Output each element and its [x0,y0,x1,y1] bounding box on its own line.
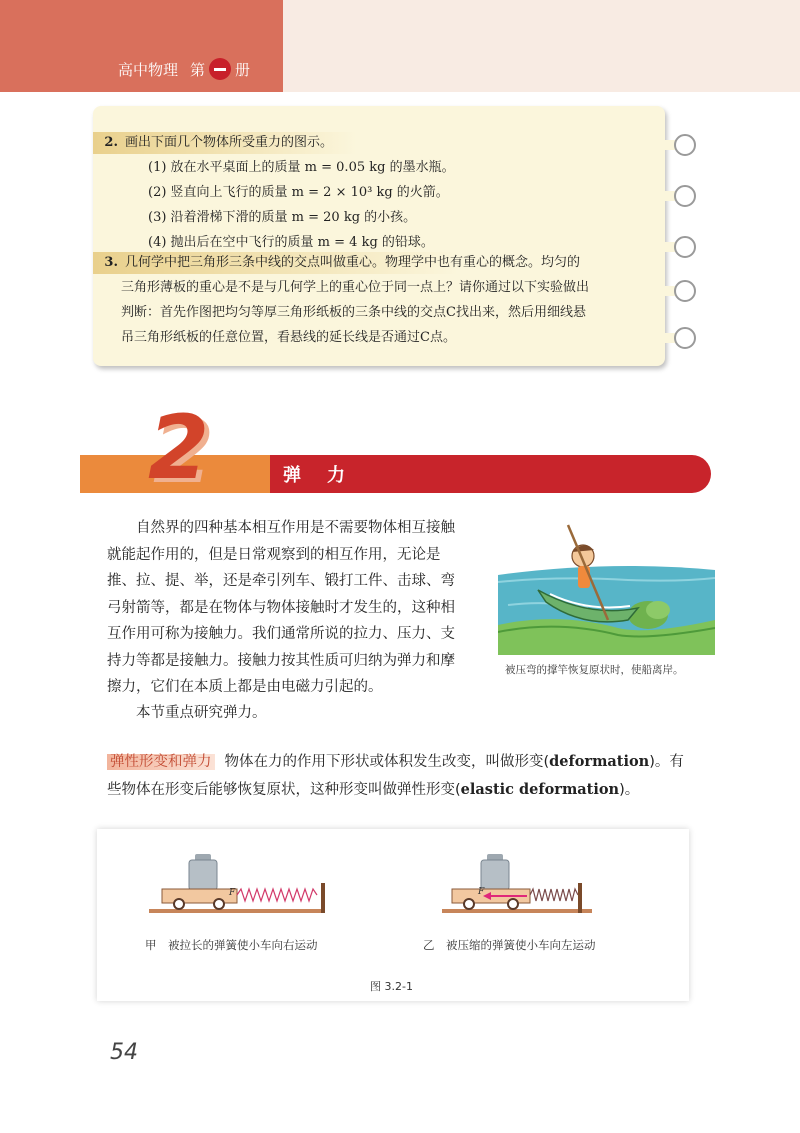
binder-ring-icon [674,280,696,302]
binder-ring-icon [674,134,696,156]
force-label-left: F [229,888,236,898]
figure-label: 图 3.2-1 [370,980,413,993]
text-span: 些物体在形变后能够恢复原状，这种形变叫做弹性形变( [107,782,461,798]
book-header [118,58,250,80]
english-term: elastic deformation [460,781,620,798]
focus-paragraph: 本节重点研究弹力。 [136,705,267,721]
binder-ring-icon [674,236,696,258]
text-line: 持力等都是接触力。接触力按其性质可归纳为弹力和摩 [107,652,455,669]
text-line: 推、拉、提、举，还是牵引列车、锻打工件、击球、弯 [107,573,455,589]
english-term: deformation [549,753,650,770]
section-number: 2 [148,396,210,499]
boat-illustration [498,520,715,655]
text-line: 自然界的四种基本相互作用是不需要物体相互接触 [136,520,455,536]
question-text: 几何学中把三角形三条中线的交点叫做重心。物理学中也有重心的概念。均匀的 [125,255,581,270]
header-right-band [283,0,800,92]
exercise-question-3 [93,253,663,273]
question-number: 3. [104,255,118,270]
keyword-tag: 弹性形变和弹力 [107,754,215,770]
text-line [107,748,722,776]
question-text: 画出下面几个物体所受重力的图示。 [125,135,334,150]
boat-scene-svg [498,520,715,655]
question-item: (1) 放在水平桌面上的质量 m = 0.05 kg 的墨水瓶。 [148,160,455,175]
binder-ring-icon [674,327,696,349]
text-line: 弓射箭等，都是在物体与物体接触时才发生的，这种相 [107,599,455,616]
deformation-paragraph [107,748,722,804]
question-number: 2. [104,135,118,150]
question-text: 判断：首先作图把均匀等厚三角形纸板的三条中线的交点C找出来，然后用细线悬 [121,305,586,320]
question-text: 吊三角形纸板的任意位置，看悬线的延长线是否通过C点。 [121,330,456,345]
question-item: (2) 竖直向上飞行的质量 m = 2 × 10³ kg 的火箭。 [148,185,449,200]
compressed-spring-scene [442,854,592,913]
text-line: 就能起作用的，但是日常观察到的相互作用，无论是 [107,546,441,563]
volume-prefix: 第 [190,60,206,79]
binder-ring-icon [674,185,696,207]
volume-one-badge-icon [209,58,231,80]
figure-caption-left: 甲 被拉长的弹簧使小车向右运动 [145,938,318,952]
exercise-question-2 [93,133,663,153]
volume-suffix: 册 [235,60,251,79]
book-title: 高中物理 [118,60,179,79]
intro-paragraph [107,515,485,701]
section-title: 弹力 [283,465,371,486]
text-line: 互作用可称为接触力。我们通常所说的拉力、压力、支 [107,626,455,642]
text-span: )。有 [649,754,684,770]
question-text: 三角形薄板的重心是不是与几何学上的重心位于同一点上？请你通过以下实验做出 [121,280,590,295]
text-line [107,776,722,804]
question-item: (3) 沿着滑梯下滑的质量 m = 20 kg 的小孩。 [148,210,417,225]
stretched-spring-scene [149,854,325,913]
figure-caption-right: 乙 被压缩的弹簧使小车向左运动 [423,938,596,952]
text-line: 擦力，它们在本质上都是由电磁力引起的。 [107,679,383,695]
boat-caption: 被压弯的撑竿恢复原状时，使船离岸。 [505,664,684,676]
force-label-right: F [478,887,485,897]
page-number: 54 [110,1040,138,1065]
text-span: 物体在力的作用下形状或体积发生改变，叫做形变( [224,754,550,770]
text-span: )。 [619,782,640,798]
question-item: (4) 抛出后在空中飞行的质量 m = 4 kg 的铅球。 [148,235,434,250]
spring-cart-diagram [97,829,689,1001]
